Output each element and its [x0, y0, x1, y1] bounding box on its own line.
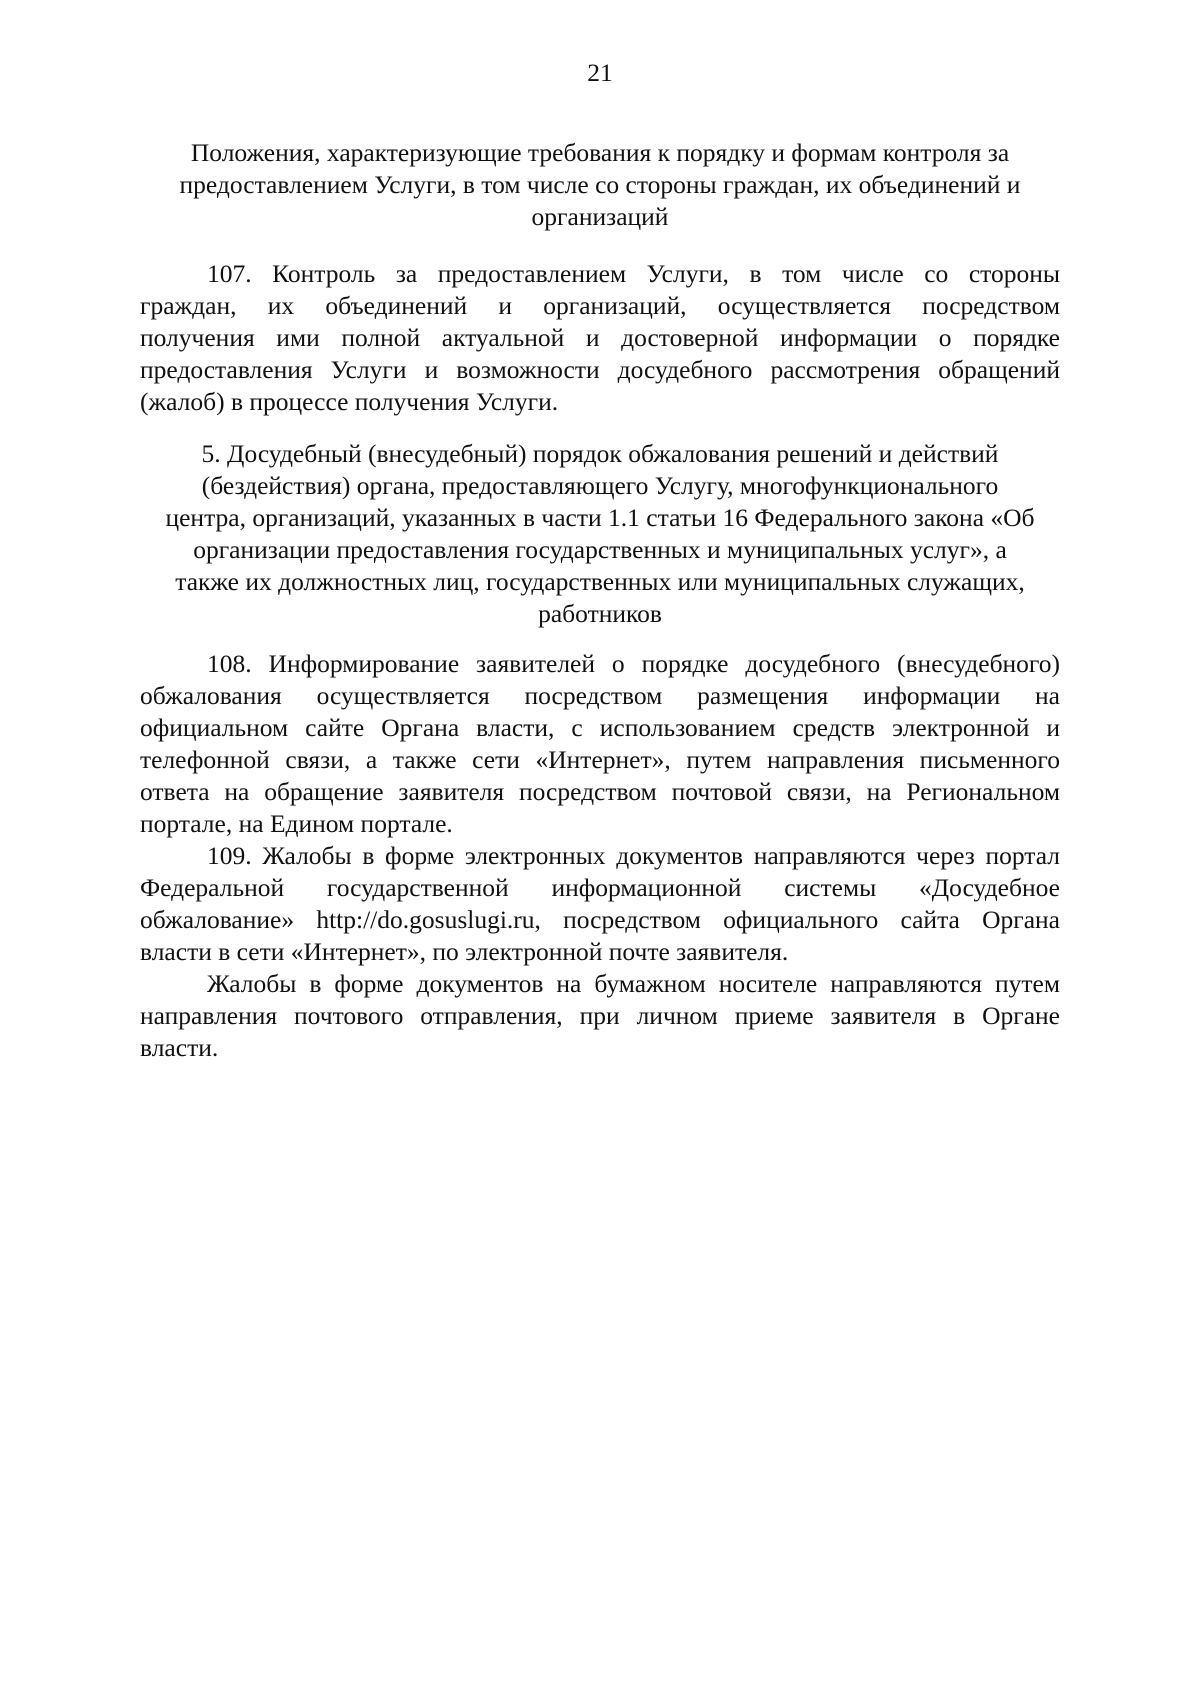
paragraph-107	[140, 258, 1060, 418]
paragraph-line: 107. Контроль за предоставлением Услуги, в том числе со стороны	[207, 259, 1060, 288]
heading-line: организации предоставления государственных и муниципальных услуг», а	[193, 535, 1007, 564]
heading-line: организаций	[531, 202, 669, 231]
heading-line: также их должностных лиц, государственных или муниципальных служащих,	[175, 567, 1025, 596]
paragraph-line: официальном сайте Органа власти, с использованием средств электронной и	[140, 713, 1060, 742]
heading-line: 5. Досудебный (внесудебный) порядок обжалования решений и действий	[201, 439, 999, 468]
section-heading-control	[140, 137, 1060, 233]
paragraph-109	[140, 840, 1060, 968]
heading-line: центра, организаций, указанных в части 1.1 статьи 16 Федерального закона «Об	[165, 503, 1035, 532]
paragraph-line: ответа на обращение заявителя посредством почтовой связи, на Региональном	[140, 777, 1060, 806]
page-number: 21	[587, 58, 613, 87]
paragraph-line: обжалование» http://do.gosuslugi.ru, посредством официального сайта Органа	[140, 905, 1060, 934]
paragraph-line: (жалоб) в процессе получения Услуги.	[140, 387, 559, 416]
heading-line: предоставлением Услуги, в том числе со стороны граждан, их объединений и	[179, 170, 1021, 199]
paragraph-line: власти.	[140, 1033, 219, 1062]
section-heading-appeal	[140, 438, 1060, 630]
paragraph-line: направления почтового отправления, при личном приеме заявителя в Органе	[140, 1001, 1060, 1030]
paragraph-line: предоставления Услуги и возможности досудебного рассмотрения обращений	[140, 355, 1060, 384]
paragraph-line: обжалования осуществляется посредством размещения информации на	[140, 681, 1060, 710]
paragraph-paper-complaints	[140, 968, 1060, 1064]
heading-line: (бездействия) органа, предоставляющего Услугу, многофункционального	[201, 471, 999, 500]
paragraph-line: власти в сети «Интернет», по электронной почте заявителя.	[140, 937, 789, 966]
paragraph-line: 108. Информирование заявителей о порядке досудебного (внесудебного)	[207, 649, 1060, 678]
paragraph-line: портале, на Едином портале.	[140, 809, 453, 838]
paragraph-line: граждан, их объединений и организаций, осуществляется посредством	[140, 291, 1060, 320]
paragraph-line: получения ими полной актуальной и достоверной информации о порядке	[140, 323, 1060, 352]
paragraph-line: Жалобы в форме документов на бумажном носителе направляются путем	[207, 969, 1060, 998]
paragraph-line: 109. Жалобы в форме электронных документов направляются через портал	[207, 841, 1060, 870]
paragraph-line: телефонной связи, а также сети «Интернет», путем направления письменного	[140, 745, 1060, 774]
heading-line: работников	[538, 599, 662, 628]
paragraph-line: Федеральной государственной информационной системы «Досудебное	[140, 873, 1060, 902]
heading-line: Положения, характеризующие требования к порядку и формам контроля за	[190, 138, 1010, 167]
paragraph-108	[140, 648, 1060, 840]
